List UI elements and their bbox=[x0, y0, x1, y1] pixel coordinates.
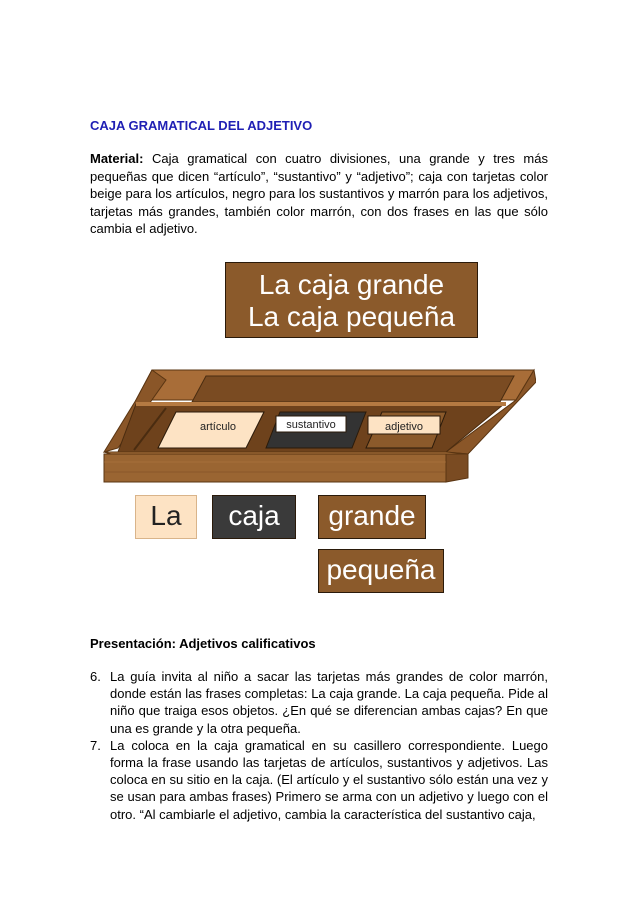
material-label: Material: bbox=[90, 151, 144, 166]
material-paragraph bbox=[90, 150, 548, 238]
sentence-card bbox=[225, 262, 478, 338]
grammar-box-illustration bbox=[96, 360, 536, 490]
sentence-line-2: La caja pequeña bbox=[247, 301, 456, 332]
presentation-heading: Presentación: Adjetivos calificativos bbox=[90, 636, 316, 651]
material-text: Caja gramatical con cuatro divisiones, una grande y tres más pequeñas que dicen “artículo”, “sustantivo” y “adjetivo”; caja con tarjetas color beige para los artículos, negro para los sustantivos y marrón para los adjetivos, tarjetas más grandes, también color marrón, con dos frases en las que sólo cambia el adjetivo. bbox=[90, 151, 548, 236]
adjective-card-pequena: pequeña bbox=[318, 549, 444, 593]
label-adjetivo: adjetivo bbox=[385, 421, 423, 433]
sentence-line-1: La caja grande bbox=[258, 269, 445, 300]
list-item-text: La guía invita al niño a sacar las tarjetas más grandes de color marrón, donde están las frases completas: La caja grande. La caja pequeña. Pide al niño que traiga esos objetos. ¿En qué se diferencian ambas cajas? En que una es grande y la otra pequeña. bbox=[110, 669, 548, 736]
document-title: CAJA GRAMATICAL DEL ADJETIVO bbox=[90, 118, 313, 133]
list-item-number: 6. bbox=[90, 669, 101, 684]
noun-card: caja bbox=[212, 495, 296, 539]
article-card: La bbox=[135, 495, 197, 539]
box-front bbox=[104, 454, 446, 482]
list-item bbox=[90, 668, 548, 737]
adjective-card-grande: grande bbox=[318, 495, 426, 539]
list-item-text: La coloca en la caja gramatical en su casillero correspondiente. Luego forma la frase usando las tarjetas de artículos, sustantivos y adjetivos. Las coloca en su sitio en la caja. (El artículo y el sustantivo sólo están una vez y se usan para ambas frases) Primero se arma con un adjetivo y luego con el otro. “Al cambiarle el adjetivo, cambia la característica del sustantivo caja, bbox=[110, 737, 548, 822]
list-item bbox=[90, 737, 548, 823]
large-compartment bbox=[192, 376, 514, 402]
label-articulo: artículo bbox=[199, 421, 237, 433]
label-sustantivo: sustantivo bbox=[286, 419, 336, 431]
presentation-list bbox=[90, 668, 548, 823]
box-front-side bbox=[446, 454, 468, 482]
list-item-number: 7. bbox=[90, 737, 101, 753]
